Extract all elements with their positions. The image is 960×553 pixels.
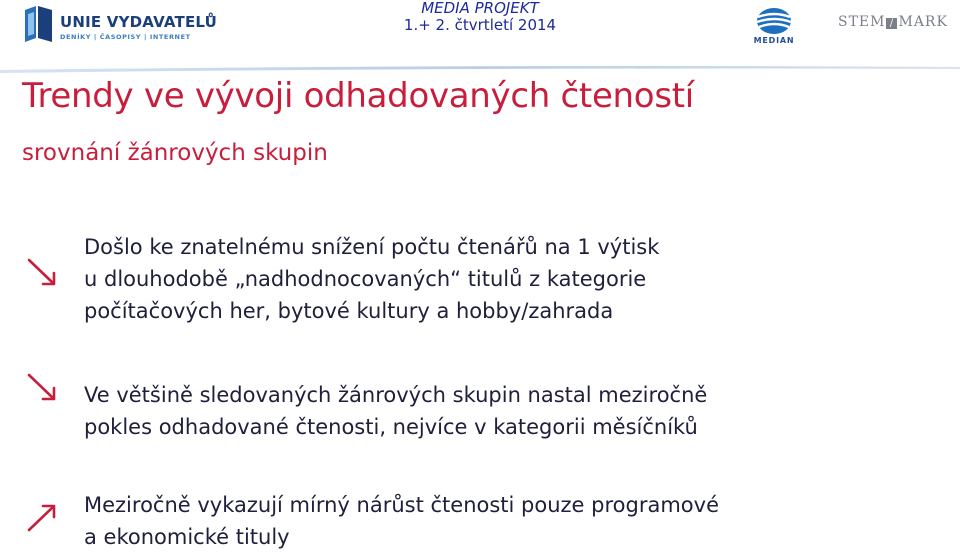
stem-text: STEM [838, 14, 886, 30]
slide-subtitle: srovnání žánrových skupin [22, 140, 328, 166]
project-period: 1.+ 2. čtvrtletí 2014 [403, 16, 557, 34]
logo-tagline: DENÍKY | ČASOPISY | INTERNET [60, 33, 191, 41]
bullet-2-line-2: pokles odhadované čtenosti, nejvíce v kategorii měsíčníků [84, 415, 698, 439]
stem-mark-logo [838, 14, 948, 30]
bullet-2 [84, 379, 707, 443]
header [0, 0, 960, 72]
bullet-2-line-1: Ve většině sledovaných žánrových skupin nastal meziročně [84, 383, 708, 407]
bullet-3-line-2: a ekonomické tituly [84, 525, 290, 549]
slide-title: Trendy ve vývoji odhadovaných čteností [22, 76, 694, 116]
median-logo [750, 6, 798, 48]
bullet-3-line-1: Meziročně vykazují mírný nárůst čtenosti pouze programové [84, 493, 719, 517]
bullet-3 [84, 489, 719, 553]
bullet-1-line-2: u dlouhodobě „nadhodnocovaných“ titulů z kategorie [84, 267, 647, 291]
median-globe-icon [750, 6, 798, 36]
bullet-1 [84, 231, 659, 327]
mark-text: MARK [898, 14, 948, 30]
logo-name: UNIE VYDAVATELŮ [60, 13, 218, 31]
arrow-down-right-icon [26, 371, 60, 405]
bullet-1-line-3: počítačových her, bytové kultury a hobby/zahrada [84, 299, 614, 323]
project-name: MEDIA PROJEKT [421, 0, 539, 17]
bullet-1-line-1: Došlo ke znatelnému snížení počtu čtenářů na 1 výtisk [84, 235, 660, 259]
stem-slash-box: / [886, 18, 897, 29]
median-label: MEDIAN [753, 36, 795, 45]
project-label [360, 0, 600, 34]
arrow-down-right-icon [26, 256, 60, 290]
unie-vydavatelu-logo [22, 4, 218, 48]
book-logo-icon [22, 4, 58, 44]
arrow-up-right-icon [26, 500, 60, 534]
